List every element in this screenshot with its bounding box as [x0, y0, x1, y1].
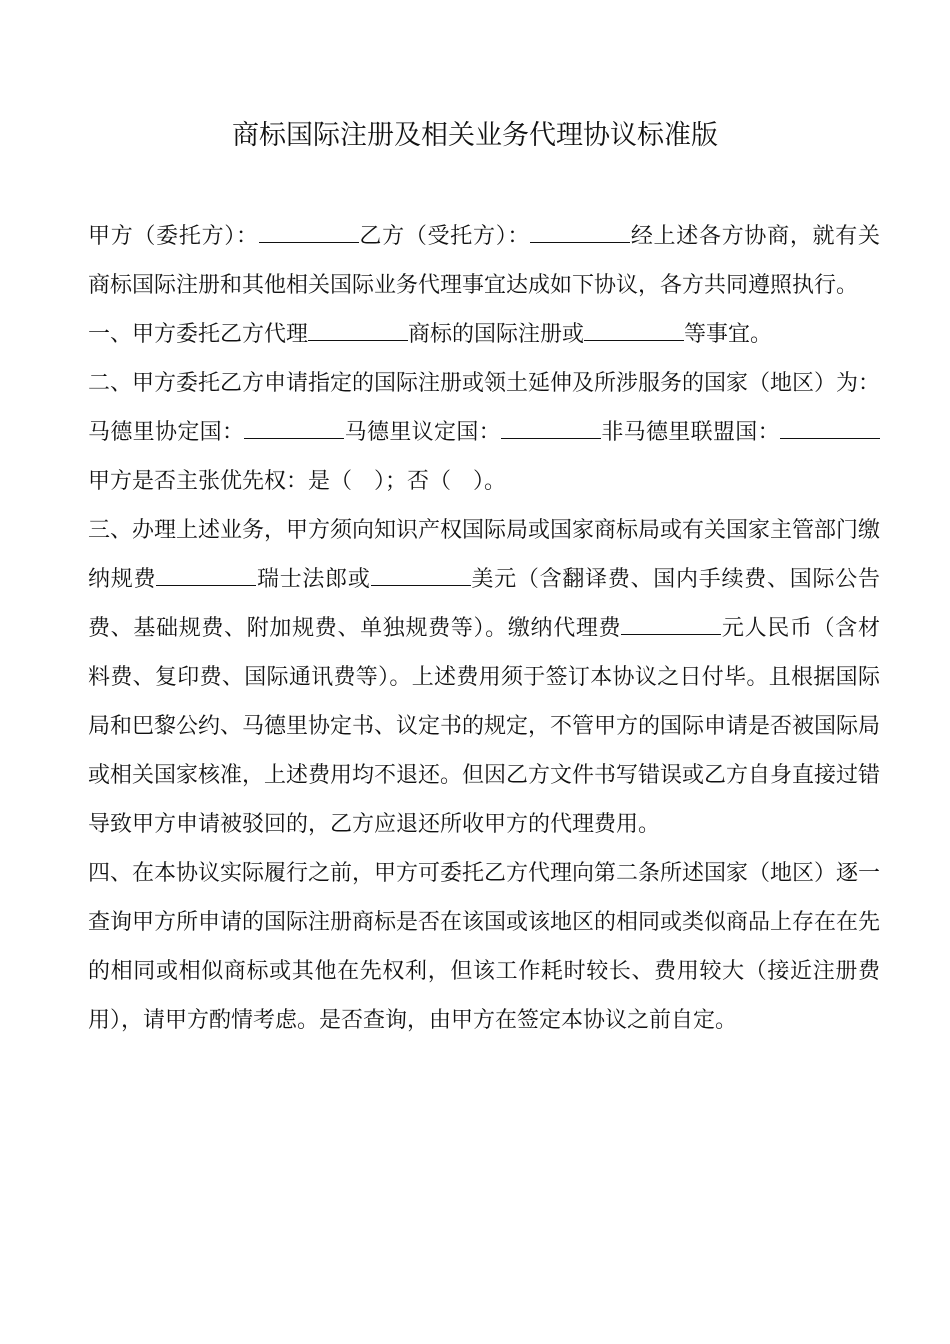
clause-1-text-c: 等事宜。 — [684, 322, 773, 347]
clause-2-text-d: 甲方是否主张优先权：是（ ）；否（ ）。 — [88, 469, 507, 494]
parties-agreement-text: 经上述各方协商，就有关商标国际注册和其他相关国际业务代理事宜达成如下协议，各方共同遵照执行。 — [88, 224, 880, 298]
trademark-name-blank — [308, 314, 408, 341]
clause-3-text-c: 美元（含翻译费、国内手续费、国际公告费、基础规费、附加规费、单独规费等）。缴纳代理费 — [88, 567, 880, 641]
document-body — [88, 212, 880, 1045]
non-madrid-countries-blank — [780, 412, 880, 439]
clause-3-text-d: 元人民币（含材料费、复印费、国际通讯费等）。上述费用须于签订本协议之日付毕。且根据国际局和巴黎公约、马德里协定书、议定书的规定，不管甲方的国际申请是否被国际局或相关国家核准，上述费用均不退还。但因乙方文件书写错误或乙方自身直接过错导致甲方申请被驳回的，乙方应退还所收甲方的代理费用。 — [88, 616, 881, 837]
usd-fee-blank — [371, 559, 471, 586]
clause-1-text-a: 一、甲方委托乙方代理 — [88, 322, 309, 347]
agency-fee-blank-part1 — [621, 608, 651, 635]
document-title: 商标国际注册及相关业务代理协议标准版 — [232, 120, 718, 151]
madrid-agreement-countries-blank — [244, 412, 344, 439]
party-b-blank — [530, 216, 630, 243]
party-a-label: 甲方（委托方）： — [88, 224, 259, 249]
clause-4-text: 四、在本协议实际履行之前，甲方可委托乙方代理向第二条所述国家（地区）逐一查询甲方所申请的国际注册商标是否在该国或该地区的相同或类似商品上存在在先的相同或相似商标或其他在先权利，但该工作耗时较长、费用较大（接近注册费用），请甲方酌情考虑。是否查询，由甲方在签定本协议之前自定。 — [88, 861, 881, 1033]
paragraph-clause-4 — [88, 849, 880, 1045]
other-matter-blank — [584, 314, 684, 341]
agency-fee-blank-part2 — [651, 608, 721, 635]
party-b-label: 乙方（受托方）： — [358, 224, 531, 249]
paragraph-clause-3 — [88, 506, 880, 849]
clause-2-text-c: 非马德里联盟国： — [600, 420, 780, 445]
clause-1-text-b: 商标的国际注册或 — [408, 322, 585, 347]
paragraph-clause-2 — [88, 359, 880, 506]
party-a-blank — [259, 216, 359, 243]
clause-2-text-a: 二、甲方委托乙方申请指定的国际注册或领土延伸及所涉服务的国家（地区）为：马德里协定国： — [88, 371, 881, 445]
paragraph-clause-1 — [88, 310, 880, 359]
madrid-protocol-countries-blank — [501, 412, 601, 439]
clause-3-text-b: 瑞士法郎或 — [256, 567, 371, 592]
clause-3-text-a: 三、办理上述业务，甲方须向知识产权国际局或国家商标局或有关国家主管部门缴纳规费 — [88, 518, 881, 592]
swiss-franc-fee-blank — [156, 559, 256, 586]
clause-2-text-b: 马德里议定国： — [344, 420, 501, 445]
paragraph-parties — [88, 212, 880, 310]
